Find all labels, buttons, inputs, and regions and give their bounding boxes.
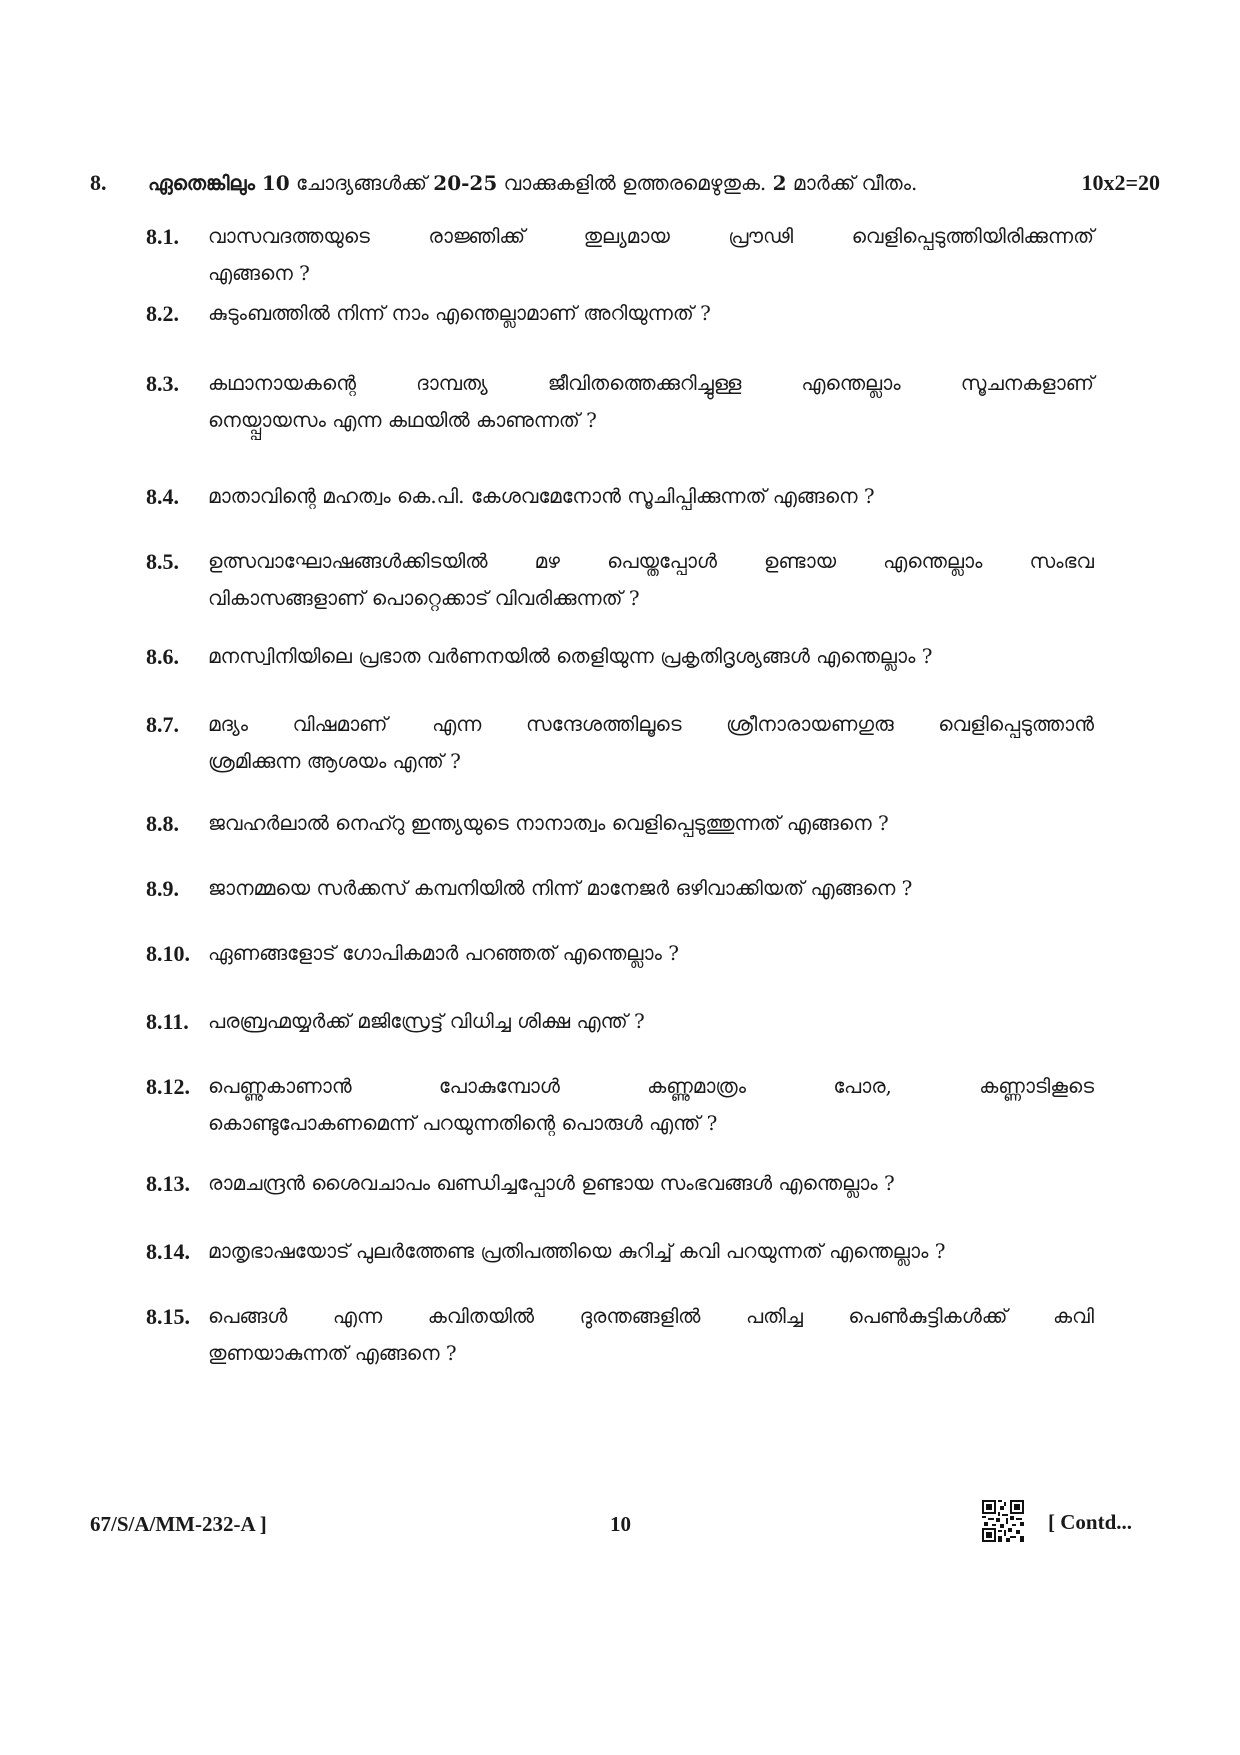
subquestion-number: 8.9.: [146, 876, 179, 901]
subquestion-text: [208, 638, 1094, 675]
subquestion-text: [208, 1165, 1094, 1202]
subquestion-number: 8.2.: [146, 301, 179, 326]
question-marks: 10x2=20: [1081, 170, 1160, 195]
subquestion-line: ജവഹർലാൽ നെഹ്റു ഇന്ത്യയുടെ നാനാത്വം വെളിപ്പെടുത്തുന്നത് എങ്ങനെ ?: [208, 811, 889, 835]
subquestion-number: 8.15.: [146, 1304, 190, 1329]
subquestion-line: ഉത്സവാഘോഷങ്ങൾക്കിടയിൽ മഴ പെയ്തപ്പോൾ ഉണ്ടായ എന്തെല്ലാം സംഭവ: [208, 549, 1094, 573]
page-footer: [0, 1500, 1240, 1560]
page-number: 10: [610, 1512, 631, 1536]
subquestion-line: എങ്ങനെ ?: [208, 261, 310, 285]
subquestion-text: [208, 218, 1094, 292]
subquestion-number: 8.13.: [146, 1171, 190, 1196]
subquestion-number: 8.1.: [146, 224, 179, 249]
subquestion-line: പരബ്രഹ്മയ്യർക്ക് മജിസ്രേട്ട് വിധിച്ച ശിക്ഷ എന്ത് ?: [208, 1009, 645, 1033]
subquestion-line: മനസ്വിനിയിലെ പ്രഭാത വർണനയിൽ തെളിയുന്ന പ്രകൃതിദൃശ്യങ്ങൾ എന്തെല്ലാം ?: [208, 644, 933, 668]
subquestion-line: മദ്യം വിഷമാണ് എന്ന സന്ദേശത്തിലൂടെ ശ്രീനാരായണഗുരു വെളിപ്പെടുത്താൻ: [208, 712, 1094, 736]
subquestion-text: [208, 805, 1094, 842]
question-stem: [148, 168, 1148, 198]
subquestion-number: 8.4.: [146, 484, 179, 509]
subquestion-line: കഥാനായകന്റെ ദാമ്പത്യ ജീവിതത്തെക്കുറിച്ചുള്ള എന്തെല്ലാം സൂചനകളാണ്: [208, 371, 1094, 395]
subquestion-line: രാമചന്ദ്രൻ ശൈവചാപം ഖണ്ഡിച്ചപ്പോൾ ഉണ്ടായ സംഭവങ്ങൾ എന്തെല്ലാം ?: [208, 1171, 895, 1195]
subquestion-text: [208, 365, 1094, 439]
stem-bold-2: 20-25: [433, 171, 498, 195]
subquestion-text: [208, 478, 1094, 515]
stem-text-3: മാർക്ക് വീതം.: [786, 171, 918, 195]
stem-bold-1: ഏതെങ്കിലും 10: [148, 171, 290, 195]
subquestion-number: 8.3.: [146, 371, 179, 396]
subquestion-text: [208, 543, 1094, 617]
subquestion-text: [208, 870, 1094, 907]
qr-code-icon: [982, 1500, 1024, 1542]
subquestion-line: ഏണങ്ങളോട് ഗോപികമാർ പറഞ്ഞത് എന്തെല്ലാം ?: [208, 941, 679, 965]
continued-label: [ Contd...: [1048, 1510, 1133, 1534]
subquestion-line: മാതാവിന്റെ മഹത്വം കെ.പി. കേശവമേനോൻ സൂചിപ്പിക്കുന്നത് എങ്ങനെ ?: [208, 484, 875, 508]
subquestion-number: 8.8.: [146, 811, 179, 836]
subquestion-line: ജാനമ്മയെ സർക്കസ് കമ്പനിയിൽ നിന്ന് മാനേജർ ഒഴിവാക്കിയത് എങ്ങനെ ?: [208, 876, 913, 900]
stem-bold-3: 2: [772, 171, 787, 195]
stem-text-2: വാക്കുകളിൽ ഉത്തരമെഴുതുക.: [497, 171, 773, 195]
subquestion-line: കുടുംബത്തിൽ നിന്ന് നാം എന്തെല്ലാമാണ് അറിയുന്നത് ?: [208, 301, 711, 325]
subquestion-text: [208, 1068, 1094, 1142]
subquestion-text: [208, 295, 1094, 332]
subquestion-number: 8.6.: [146, 644, 179, 669]
subquestion-line: ശ്രമിക്കുന്ന ആശയം എന്ത് ?: [208, 749, 461, 773]
subquestion-line: കൊണ്ടുപോകണമെന്ന് പറയുന്നതിന്റെ പൊരുൾ എന്ത് ?: [208, 1111, 718, 1135]
subquestion-number: 8.5.: [146, 549, 179, 574]
subquestion-text: [208, 706, 1094, 780]
subquestion-text: [208, 1003, 1094, 1040]
subquestion-line: വികാസങ്ങളാണ് പൊറ്റെക്കാട് വിവരിക്കുന്നത് ?: [208, 586, 640, 610]
subquestion-line: തുണയാകുന്നത് എങ്ങനെ ?: [208, 1341, 457, 1365]
question-number: 8.: [90, 170, 107, 195]
stem-text-1: ചോദ്യങ്ങൾക്ക്: [289, 171, 434, 195]
subquestion-number: 8.14.: [146, 1239, 190, 1264]
subquestion-text: [208, 1298, 1094, 1372]
subquestion-line: മാതൃഭാഷയോട് പുലർത്തേണ്ട പ്രതിപത്തിയെ കുറിച്ച് കവി പറയുന്നത് എന്തെല്ലാം ?: [208, 1239, 946, 1263]
subquestion-number: 8.12.: [146, 1074, 190, 1099]
subquestion-number: 8.7.: [146, 712, 179, 737]
paper-code: 67/S/A/MM-232-A ]: [90, 1512, 267, 1536]
subquestion-text: [208, 935, 1094, 972]
subquestion-line: വാസവദത്തയുടെ രാജ്ഞിക്ക് തുല്യമായ പ്രൗഢി വെളിപ്പെടുത്തിയിരിക്കുന്നത്: [208, 224, 1094, 248]
subquestion-number: 8.10.: [146, 941, 190, 966]
subquestion-line: പെണ്ണുകാണാൻ പോകുമ്പോൾ കണ്ണുമാത്രം പോര, കണ്ണാടികൂടെ: [208, 1074, 1094, 1098]
subquestion-line: നെയ്പ്പായസം എന്ന കഥയിൽ കാണുന്നത് ?: [208, 408, 597, 432]
subquestion-line: പെങ്ങൾ എന്ന കവിതയിൽ ദുരന്തങ്ങളിൽ പതിച്ച പെൺകുട്ടികൾക്ക് കവി: [208, 1304, 1094, 1328]
subquestion-number: 8.11.: [146, 1009, 189, 1034]
subquestion-text: [208, 1233, 1094, 1270]
